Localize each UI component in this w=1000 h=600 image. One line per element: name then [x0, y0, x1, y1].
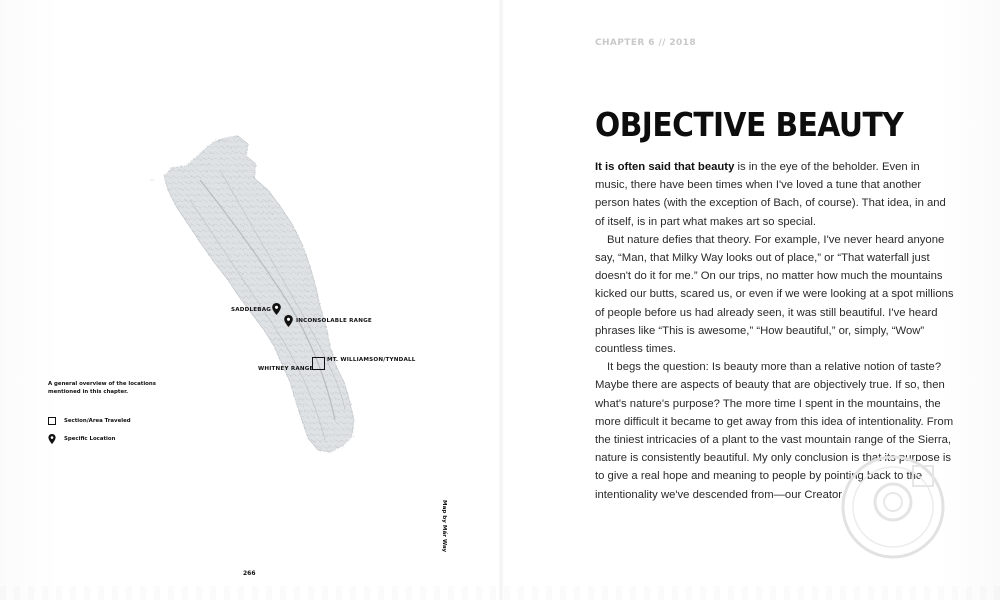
page-number: 266 — [243, 570, 256, 577]
map-credit: Map by Mấr Way — [441, 500, 447, 553]
legend-row-section — [48, 417, 131, 425]
chapter-title: OBJECTIVE BEAUTY — [595, 105, 904, 144]
lead-in: It is often said that beauty — [595, 161, 735, 173]
paragraph: It begs the question: Is beauty more than a relative notion of taste? Maybe there are aspects of beauty that are objectively true. If so, then what's nature's purpose? The more time I spent in the mountains, the more difficult it became to get away from this idea of intentionality. From the tiniest intricacies of a plant to the vast mountain range of the Sierra, nature is consistently beautiful. My only conclusion is that its purpose is to give a real hope and meaning to people by pointing back to the intentionality we've descended from—our Creator. — [595, 361, 954, 501]
map-label-inconsolable-range: INCONSOLABLE RANGE — [296, 318, 372, 324]
paragraph-text: is in the eye of the beholder. Even in music, there have been times when I've loved a tune that another person hates (with the exception of Bach, of course). That idea, in and of itself, is in part what makes art so special. — [595, 161, 946, 228]
section-box-icon — [48, 417, 56, 425]
map-legend — [48, 380, 188, 442]
map-label-whitney-range: WHITNEY RANGE — [258, 366, 314, 372]
legend-intro: A general overview of the locations mentioned in this chapter. — [48, 381, 156, 395]
chapter-header: CHAPTER 6 // 2018 — [595, 38, 697, 48]
sierra-map — [130, 120, 460, 480]
section-box-icon — [312, 357, 325, 370]
map-pin-icon — [272, 303, 281, 315]
map-label-mt-williamson-tyndall: MT. WILLIAMSON/TYNDALL — [327, 357, 416, 363]
right-page — [500, 0, 1000, 600]
map-label-saddlebag: SADDLEBAG — [231, 307, 272, 313]
sierra-range-map-graphic — [130, 120, 460, 480]
paragraph: But nature defies that theory. For example, I've never heard anyone say, “Man, that Milky Way looks out of place,” or “That waterfall just doesn't do it for me.” On our trips, no matter how much the mountains kicked our butts, scared us, or even if we were looking at a spot millions of people before us had already seen, it was still beautiful. I've heard phrases like “This is awesome,” “How beautiful,” or, simply, “Wow” countless times. — [595, 233, 954, 356]
paragraph — [595, 158, 955, 231]
legend-specific-label: Specific Location — [64, 436, 116, 442]
map-pin-icon — [48, 434, 56, 444]
page-edge-band — [0, 586, 1000, 600]
legend-section-label: Section/Area Traveled — [64, 418, 131, 424]
map-pin-icon — [284, 315, 293, 327]
watermark-seal-icon — [838, 452, 948, 562]
legend-row-specific — [48, 434, 115, 444]
